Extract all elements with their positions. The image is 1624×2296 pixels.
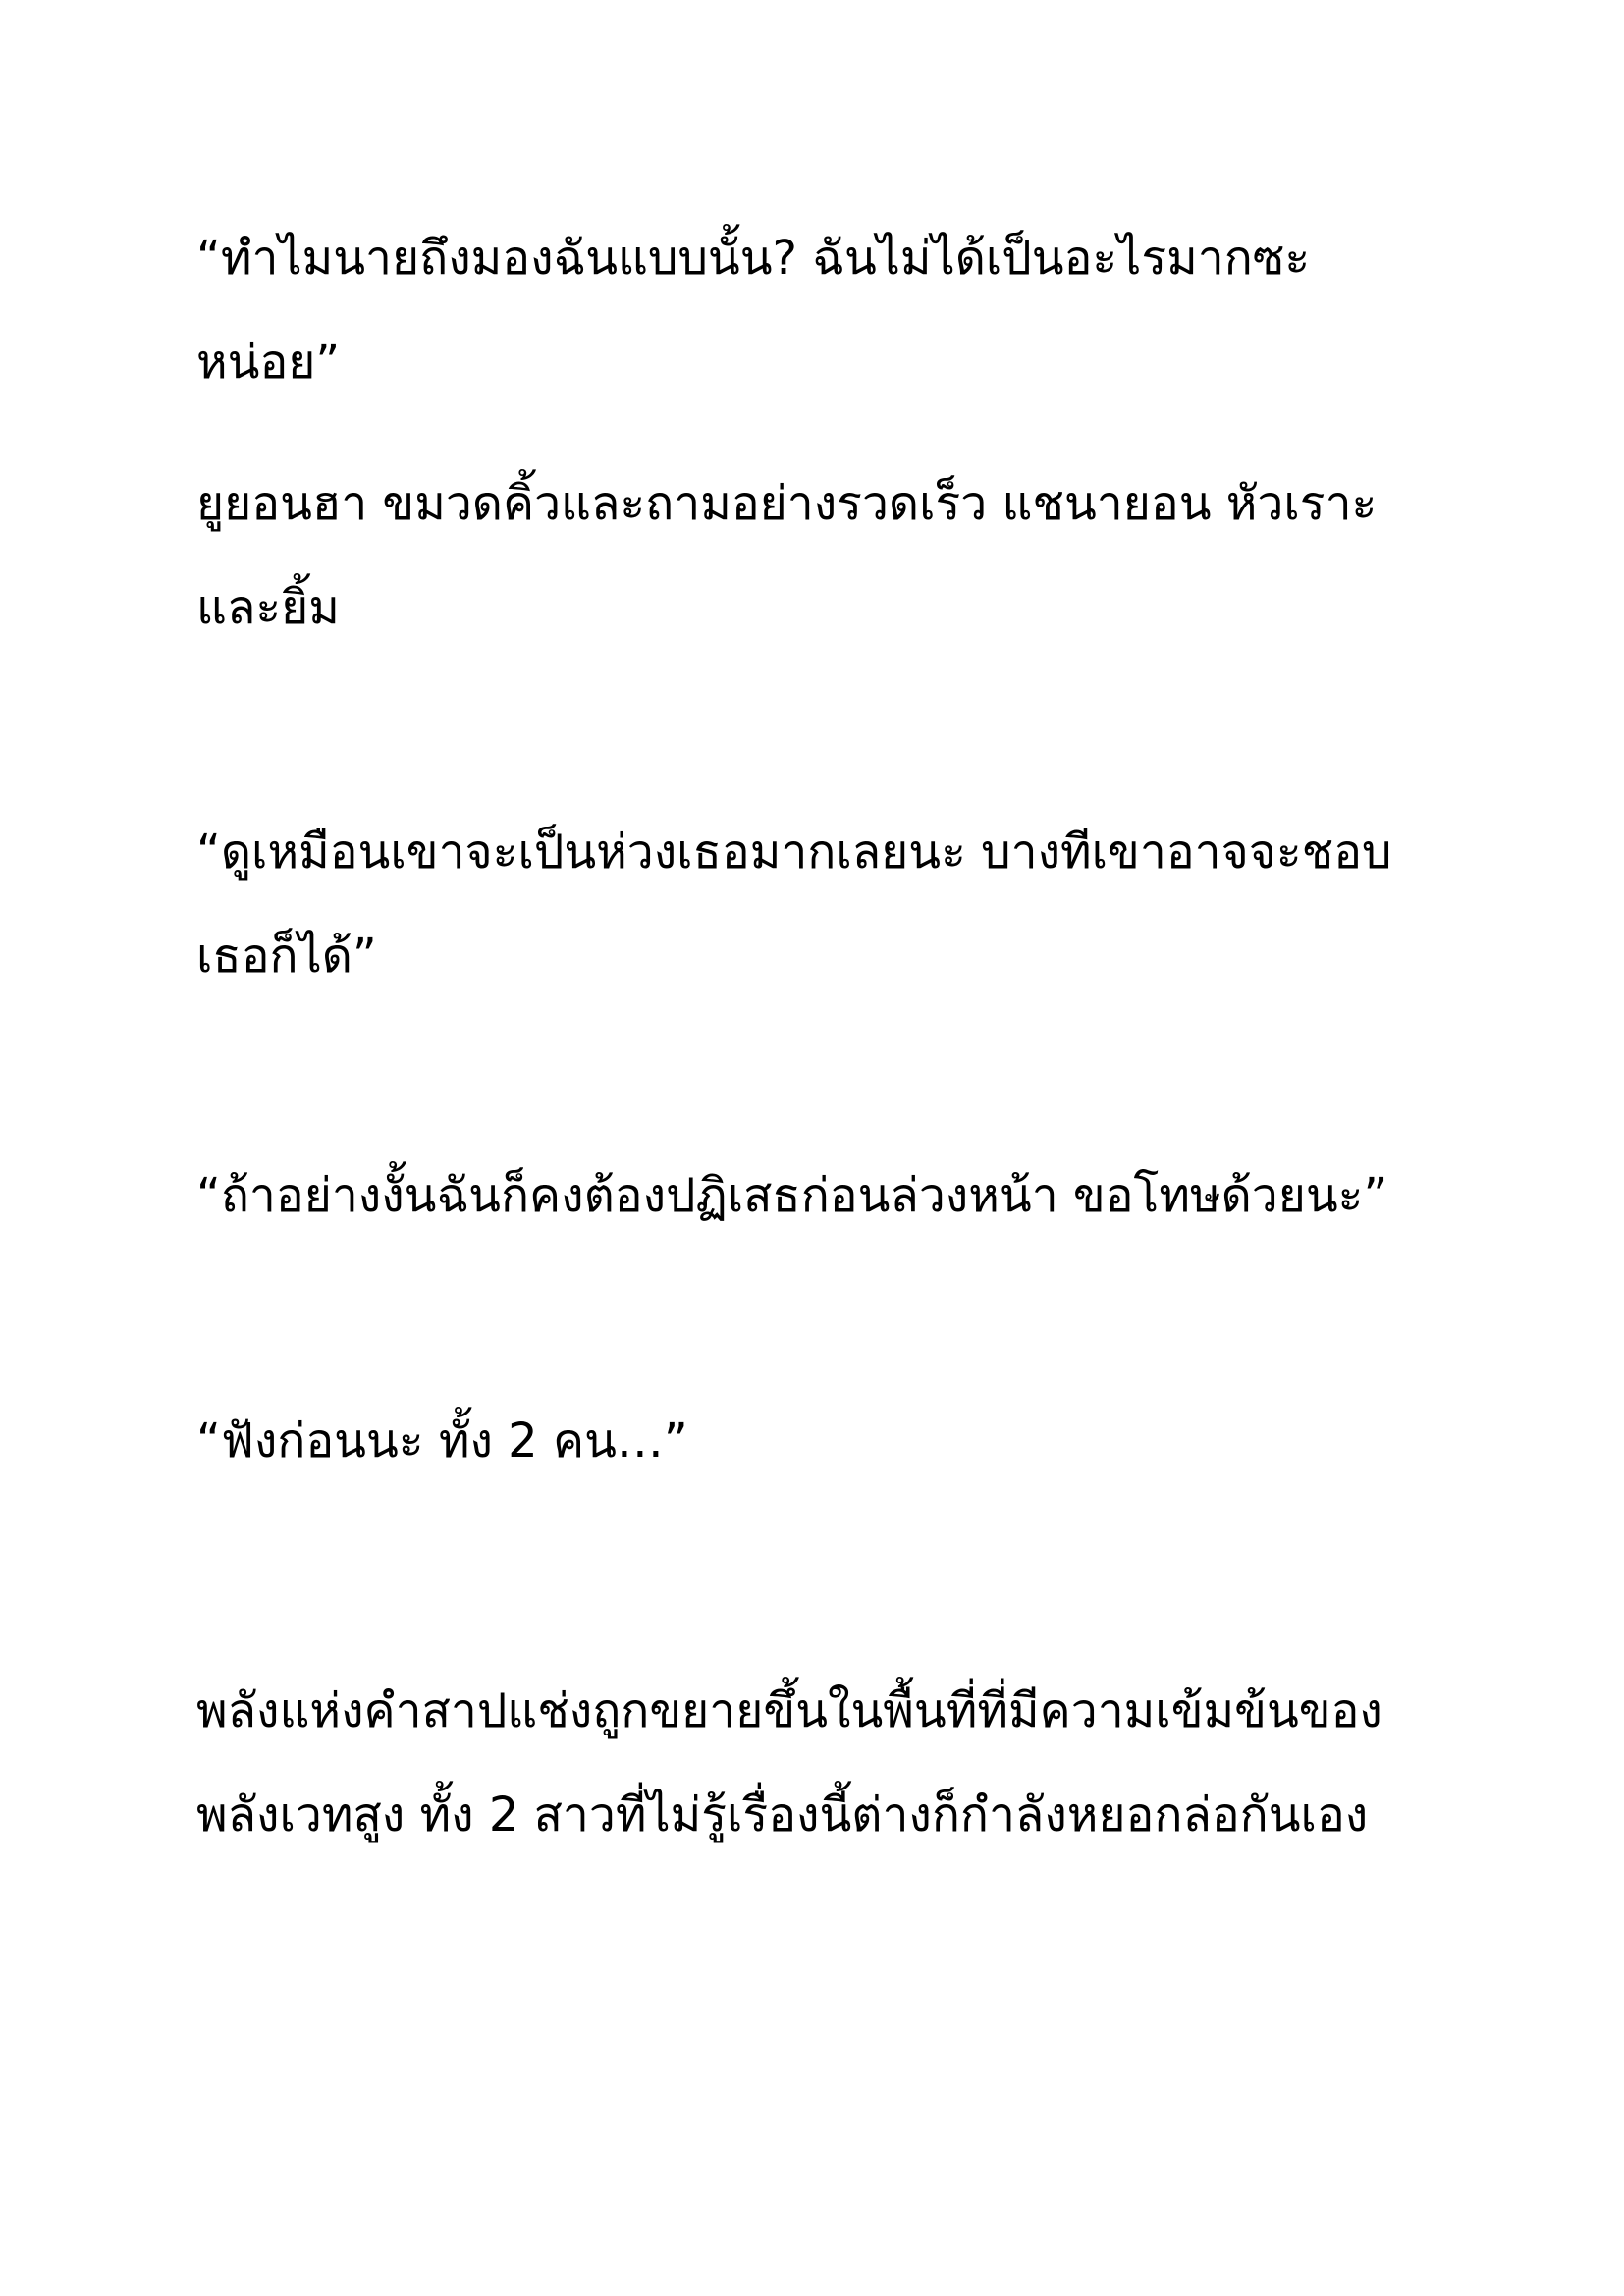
paragraph-dialogue-1: “ทำไมนายถึงมองฉันแบบนั้น? ฉันไม่ได้เป็นอะไรมากซะหน่อย” bbox=[196, 231, 1311, 390]
paragraph-dialogue-3: “ถ้าอย่างงั้นฉันก็คงต้องปฏิเสธก่อนล่วงหน้า ขอโทษด้วยนะ” bbox=[196, 1168, 1388, 1223]
paragraph-dialogue-4: “ฟังก่อนนะ ทั้ง 2 คน…” bbox=[196, 1414, 688, 1468]
paragraph-narration-1: ยูยอนฮา ขมวดคิ้วและถามอย่างรวดเร็ว แชนายอน หัวเราะและยิ้ม bbox=[196, 476, 1378, 635]
paragraph-narration-2: พลังแห่งคำสาปแช่งถูกขยายขึ้นในพื้นที่ที่มีความเข้มข้นของพลังเวทสูง ทั้ง 2 สาวที่ไม่รู้เรื่องนี้ต่างก็กำลังหยอกล่อกันเอง bbox=[196, 1683, 1382, 1842]
paragraph-dialogue-2: “ดูเหมือนเขาจะเป็นห่วงเธอมากเลยนะ บางทีเขาอาจจะชอบเธอก็ได้” bbox=[196, 825, 1392, 984]
